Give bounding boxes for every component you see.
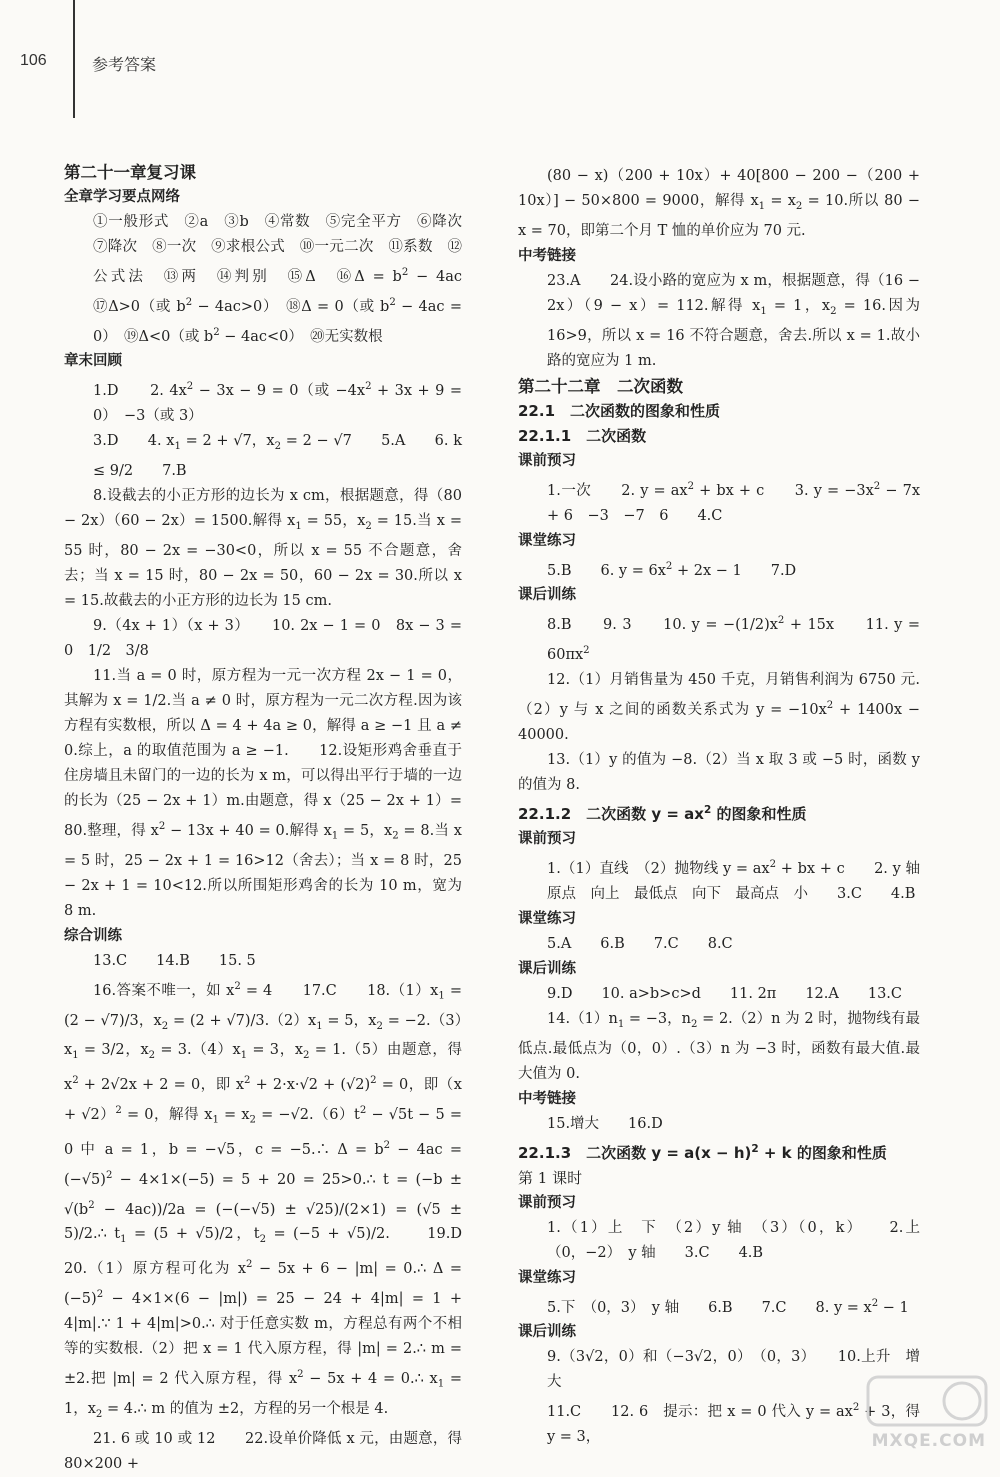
left-column (64, 160, 491, 1477)
answer-line: 1.（1）上 下 （2）y 轴 （3）（0，k） 2.上 （0，−2） y 轴 3.C 4.B (547, 1219, 935, 1261)
answer-line: 1.D 2. $4x^2 - 3x - 9 = 0$（或 $-4x^2 + 3x + 9 = 0$） −3（或 3） (93, 381, 463, 425)
watermark-text: MXQE.COM (871, 1431, 986, 1451)
subheading: 课堂练习 (518, 910, 576, 927)
answer-paragraph: 21. 6 或 10 或 12 22.设单价降低 x 元，由题意，得 80×200 + (64, 1430, 462, 1472)
subheading: 课后训练 (518, 1324, 576, 1341)
header-rule (73, 0, 75, 118)
answer-line: 5.A 6.B 7.C 8.C (547, 935, 733, 952)
subheading: 课前预习 (518, 830, 576, 847)
subheading: 章末回顾 (64, 353, 122, 370)
header-title: 参考答案 (92, 57, 157, 74)
answer-line: 8.B 9. 3 10. $y = -(1/2)x^2 + 15x$ 11. $y = 60\pi x^2$ (547, 615, 920, 664)
subheading: 综合训练 (64, 927, 122, 944)
answer-line: 23.A 24.设小路的宽应为 x m，根据题意，得（16 − 2x）（9 − x）= 112.解得 $x_1 = 1$，$x_2 = 16$.因为 16>9，所以 x = 16 不符合题意，舍去.所以 x = 1.故小路的宽应为 1 m. (547, 272, 920, 369)
page-number: 106 (20, 52, 47, 69)
answer-line: 15.增大 16.D (547, 1115, 663, 1132)
answer-line: 5.下 （0，3） y 轴 6.B 7.C 8. $y = x^2 - 1$ (547, 1297, 909, 1316)
subheading: 课堂练习 (518, 532, 576, 549)
answer-line: ①一般形式 ②a ③b ④常数 ⑤完全平方 ⑥降次 ⑦降次 ⑧一次 ⑨求根公式 ⑩一元二次 ⑪系数 ⑫公式法 ⑬两 ⑭判别 ⑮Δ ⑯Δ = $b^2 - 4ac$ ⑰Δ>0（或 $b^2 - 4ac>0$） ⑱Δ = 0（或 $b^2 - 4ac = 0$） ⑲Δ<0（或 $b^2 - 4ac<0$） ⑳无实数根 (93, 214, 477, 345)
answer-paragraph: 11.当 a = 0 时，原方程为一元一次方程 2x − 1 = 0，其解为 x = 1/2.当 a ≠ 0 时，原方程为一元二次方程.因为该方程有实数根，所以 Δ = 4 + 4a ≥ 0，解得 a ≥ −1 且 a ≠ 0.综上，a 的取值范围为 a ≥ −1. 12.设矩形鸡舍垂直于住房墙且未留门的一边的长为 x m，可以得出平行于墙的一边的长为（25 − 2x + 1）m.由题意，得 x（25 − 2x + 1）= 80.整理，得 $x^2 - 13x + 40 = 0$.解得 $x_1 = 5$，$x_2 = 8$.当 x = 5 时，25 − 2x + 1 = 16>12（舍去）；当 x = 8 时，25 − 2x + 1 = 10<12.所以所围矩形鸡舍的长为 10 m，宽为 8 m. (64, 668, 462, 919)
subheading: 中考链接 (518, 1090, 576, 1107)
answer-paragraph: 13.（1）y 的值为 −8.（2）当 x 取 3 或 −5 时，函数 y 的值为 8. (518, 751, 920, 793)
section-title: 22.1.2 二次函数 $y = ax^2$ 的图象和性质 (518, 803, 807, 823)
section-title: 22.1.1 二次函数 (518, 426, 647, 445)
answer-paragraph: 12.（1）月销售量为 450 千克，月销售利润为 6750 元.（2）y 与 x 之间的函数关系式为 $y = -10x^2 + 1400x - 40000$. (518, 672, 920, 743)
chapter-title: 第二十二章 二次函数 (518, 376, 683, 396)
subheading: 课后训练 (518, 960, 576, 977)
subheading: 全章学习要点网络 (64, 189, 180, 205)
section-title: 22.1.3 二次函数 $y = a(x - h)^2 + k$ 的图象和性质 (518, 1142, 887, 1162)
answer-line: 13.C 14.B 15. 5 (93, 952, 256, 969)
answer-line: 5.B 6. $y = 6x^2 + 2x - 1$ 7.D (547, 560, 797, 579)
subheading: 课后训练 (518, 587, 576, 604)
answer-line: 3.D 4. $x_1 = 2 + √7$，$x_2 = 2 - √7$ 5.A 6. k ≤ 9/2 7.B (93, 433, 462, 480)
section-title: 22.1 二次函数的图象和性质 (518, 401, 721, 420)
subheading: 课前预习 (518, 1194, 576, 1211)
answer-line: 9.（3√2，0）和（−3√2，0） （0，3） 10.上升 增大 (547, 1349, 920, 1391)
answer-paragraph: $14.(1)n_1 = -3$，$n_2 = 2.(2)n$ 为 2 时，抛物线有最低点.最低点为（0，0）.（3）n 为 −3 时，函数有最大值.最大值为 0. (518, 1010, 921, 1082)
answer-line: 1.（1）直线 （2）抛物线 $y = ax^2$ + bx + c 2. y 轴 原点 向上 最低点 向下 最高点 小 3.C 4.B (547, 858, 935, 902)
answer-paragraph: 16.答案不唯一，如 $x^2 = 4$ 17.C $18.(1)x_1 = (2 - √7)/3$，$x_2 = (2 + √7)/3.(2)x_1 = 5$，$x_2 = -2.(3)x_1 = 3/2$，$x_2 = 3.(4)x_1 = 3$，$x_2 = 1.(5)$由题意，得 $x^2 + 2√2x + 2 = 0$，即 $x^2 + 2\cdot x\cdot√2 + (√2)^2 = 0$，即$(x + √2)^2 = 0$，解得 $x_1 = x_2 = -√2.(6)t^2 - √5t - 5 = 0$ 中 a = 1，b = −√5，c = −5.∴ $\Delta = b^2 - 4ac = (-√5)^2 - 4\times 1\times(-5) = 5 + 20$ = 25>0.∴ $t = (-b \pm √(b^2 - 4ac))/2a = (-(-√5) \pm √25)/(2\times 1) = (√5$ ± 5)/2.∴ $t_1 = (5 + √5)/2$，$t_2 = (-5 + √5)/2$. 19.D 20.（1）原方程可化为 $x^2 - 5x + 6 - |m|$ = 0.∴ $\Delta = (-5)^2 - 4\times 1\times(6 - |m|) = 25 - 24 + 4|m| = 1$ + 4|m|.∵ 1 + 4|m|>0.∴ 对于任意实数 m，方程总有两个不相等的实数根.（2）把 x = 1 代入原方程，得 |m| = 2.∴ m = ±2.把 |m| = 2 代入原方程，得 $x^2 - 5x + 4$ = 0.∴ $x_1 = 1$，$x_2$ = 4.∴ m 的值为 ±2，方程的另一个根是 4. (64, 980, 491, 1420)
answer-paragraph: (80 − x)（200 + 10x）+ 40[800 − 200 −（200 + 10x）] − 50×800 = 9000，解得 $x_1 = x_2 = 10$.所以 80 − x = 70，即第二个月 T 恤的单价应为 70 元. (518, 168, 921, 239)
answer-paragraph: 8.设截去的小正方形的边长为 x cm，根据题意，得（80 − 2x）（60 − 2x）= 1500.解得 $x_1 = 55$，$x_2 = 15$.当 x = 55 时，80 − 2x = −30<0，所以 x = 55 不合题意，舍去；当 x = 15 时，80 − 2x = 50，60 − 2x = 30.所以 x = 15.故截去的小正方形的边长为 15 cm. (64, 488, 462, 610)
subheading: 课前预习 (518, 452, 576, 469)
chapter-title: 第二十一章复习课 (64, 163, 196, 182)
subheading: 课堂练习 (518, 1269, 576, 1286)
answer-line: 11.C 12. 6 提示：把 x = 0 代入 $y = ax^2 + 3$，得 y = 3， (547, 1402, 921, 1446)
subheading: 中考链接 (518, 247, 576, 264)
answer-paragraph: 9.（4x + 1）（x + 3） 10. 2x − 1 = 0 8x − 3 = 0 1/2 3/8 (64, 618, 462, 660)
lesson-title: 第 1 课时 (518, 1168, 583, 1187)
answer-line: 9.D 10. a>b>c>d 11. 2π 12.A 13.C (547, 985, 903, 1002)
answer-line: 1.一次 2. $y = ax^2$ + bx + c 3. $y = -3x^2 - 7x + 6$ −3 −7 6 4.C (547, 480, 920, 524)
